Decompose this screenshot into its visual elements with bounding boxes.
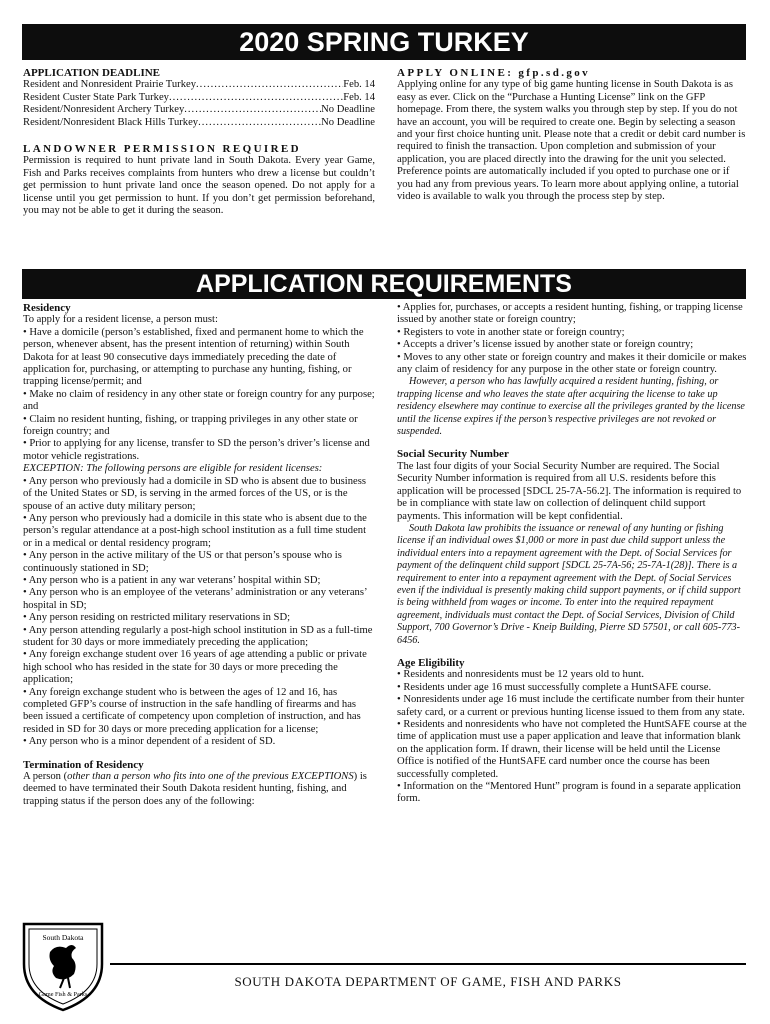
residency-intro: To apply for a resident license, a person must: xyxy=(23,314,218,326)
termination-item: • Moves to any other state or foreign country and makes it their domicile or makes any claim of residency for any purpose in the other state or foreign country. xyxy=(397,351,747,376)
deadline-row xyxy=(23,104,375,116)
sdgfp-shield-logo-icon xyxy=(20,918,106,1014)
deadline-row xyxy=(23,79,375,91)
footer-agency-name: SOUTH DAKOTA DEPARTMENT OF GAME, FISH AND PARKS xyxy=(234,974,622,989)
age-heading: Age Eligibility xyxy=(397,656,465,669)
ssn-text: The last four digits of your Social Security Number are required. The Social Security Number information is required from all U.S. residents before this application will be processed [SDCL 25-7A-56.2]. The information is required to be in compliance with state law on collection of delinquent child support payments. This information will be kept confidential. xyxy=(397,460,742,522)
deadline-label: Resident/Nonresident Black Hills Turkey xyxy=(23,116,199,128)
residency-item: • Make no claim of residency in any other state or foreign country for any purpose; and xyxy=(23,388,375,413)
page-title-banner: 2020 SPRING TURKEY xyxy=(22,24,746,60)
requirements-banner: APPLICATION REQUIREMENTS xyxy=(22,269,746,299)
lower-right-column xyxy=(397,302,747,806)
exception-item: • Any foreign exchange student who is between the ages of 12 and 16, has completed GFP’s course of instruction in the safe handling of firearms and has been issued a certificate of competency upon completion of instruction, and has resided in SD for 30 days or more preceding application for a license; xyxy=(23,686,361,735)
apply-online-text: Applying online for any type of big game hunting license in South Dakota is as easy as ever. Click on the “Purchase a Hunting License” link on the GFP homepage. From there, the system walks you through step by step. If you do not have an account, you will be required to create one. Begin by selecting a season and your first choice hunting unit. Please note that a credit or debit card number is required to finish the transaction. Upon completion and submission of your application, you are placed directly into the drawing for the unit you selected. Preference points are automatically included if you opted to purchase one or if you had any from previous years. To learn more about applying online, a tutorial video is available to walk you through the process step by step. xyxy=(397,79,746,203)
leader-dots xyxy=(184,104,321,116)
deadline-row xyxy=(23,117,375,129)
residency-item: • Prior to applying for any license, transfer to SD the person’s driver’s license and motor vehicle registrations. xyxy=(23,438,370,462)
termination-text xyxy=(23,771,375,808)
leader-dots xyxy=(196,79,343,91)
ssn-heading: Social Security Number xyxy=(397,448,509,461)
deadline-label: Resident and Nonresident Prairie Turkey xyxy=(23,79,197,91)
deadline-label: Resident/Nonresident Archery Turkey xyxy=(23,104,185,116)
exception-item: • Any person who is a patient in any war veterans’ hospital within SD; xyxy=(23,574,321,586)
residency-item: • Claim no resident hunting, fishing, or trapping privileges in any other state or foreign country; and xyxy=(23,413,358,438)
age-item: • Residents and nonresidents must be 12 years old to hunt. xyxy=(397,669,645,681)
apply-online-section xyxy=(397,67,747,203)
logo-text-bottom: Game Fish & Parks xyxy=(38,991,88,998)
age-item: • Nonresidents under age 16 must include the certificate number from their hunter safety card, or a current or previous hunting license issued to them from any state. xyxy=(397,694,745,718)
leader-dots xyxy=(169,92,343,104)
exception-item: • Any person attending regularly a post-high school institution in SD as a full-time student for 30 days or more immediately preceding the application; xyxy=(23,624,373,648)
termination-item: • Accepts a driver’s license issued by another state or foreign country; xyxy=(397,339,694,351)
footer-rule xyxy=(110,963,746,965)
age-item: • Residents and nonresidents who have not completed the HuntSAFE course at the time of application must use a paper application and leave that information blank on the application form. If drawn, their license will be held until the License Office is notified of the HuntSAFE card number once the course has been successfully completed. xyxy=(397,719,747,780)
exception-heading: EXCEPTION: The following persons are eligible for resident licenses: xyxy=(23,463,323,475)
termination-item: • Registers to vote in another state or foreign country; xyxy=(397,326,625,338)
exception-item: • Any person who previously had a domicile in SD who is absent due to business of the United States or SD, is serving in the armed forces of the US, or is the spouse of an active duty military person; xyxy=(23,475,366,512)
exception-item: • Any person residing on restricted military reservations in SD; xyxy=(23,612,291,624)
landowner-section xyxy=(23,143,375,217)
residency-heading: Residency xyxy=(23,302,71,314)
age-item: • Residents under age 16 must successfully complete a HuntSAFE course. xyxy=(397,681,712,693)
apply-online-heading: APPLY ONLINE: gfp.sd.gov xyxy=(397,67,591,79)
top-left-column xyxy=(23,67,375,217)
exception-item: • Any person who is a minor dependent of a resident of SD. xyxy=(23,736,276,748)
landowner-text: Permission is required to hunt private land in South Dakota. Every year Game, Fish and Parks receives complaints from hunters who drew a license but couldn’t get permission to hunt private land once the season opened. Do not apply for a license until you get permission to hunt. If you don’t get permission beforehand, you may not be able to get it during the season. xyxy=(23,155,375,217)
exception-item: • Any person in the active military of the US or that person’s spouse who is continuously stationed in SD; xyxy=(23,550,342,574)
deadline-value: No Deadline xyxy=(321,104,375,116)
termination-text-after: ) is deemed to have terminated their South Dakota resident hunting, fishing, and trapping status if the person does any of the following: xyxy=(23,771,367,807)
age-item: • Information on the “Mentored Hunt” program is found in a separate application form. xyxy=(397,781,741,805)
exception-item: • Any foreign exchange student over 16 years of age attending a public or private high school who has resided in the state for 30 days or more preceding the application; xyxy=(23,649,367,686)
exception-item: • Any person who is an employee of the veterans’ administration or any veterans’ hospital in SD; xyxy=(23,587,367,611)
deadline-value: No Deadline xyxy=(321,116,375,128)
exception-item: • Any person who previously had a domicile in this state who is absent due to the person’s regular attendance at a post-high school institution as a full time student or in a medical or dental residency program; xyxy=(23,512,367,549)
residency-item: • Have a domicile (person’s established, fixed and permanent home to which the person, whenever absent, has the present intention of returning) within South Dakota for at least 90 consecutive days immediately preceding the date of application for, purchasing, or attempting to purchase any hunting, fishing, or trapping license/permit; and xyxy=(23,326,364,388)
termination-heading: Termination of Residency xyxy=(23,758,144,771)
deadline-row xyxy=(23,92,375,104)
deadline-label: Resident Custer State Park Turkey xyxy=(23,91,169,103)
termination-text-before: A person ( xyxy=(23,771,68,783)
ssn-note: South Dakota law prohibits the issuance or renewal of any hunting or fishing license if an individual owes $1,000 or more in past due child support unless the individual enters into a repayment agreement with the Dept. of Social Services for payment of the delinquent child support [SDCL 25-7A-56; 25-7A-1(28)]. There is a requirement to enter into a repayment agreement with the Dept. of Social Services even if the individual is presently making child support payments, or if child support is being withheld from wages or income. To enter into the required repayment agreement, individuals must contact the Dept. of Social Services, Division of Child Support, 700 Governor’s Drive - Kneip Building, Pierre SD 57501, or call 605-773-6456. xyxy=(397,522,741,646)
deadline-section xyxy=(23,67,375,129)
deadline-value: Feb. 14 xyxy=(343,91,375,103)
termination-text-italic: other than a person who fits into one of the previous EXCEPTIONS xyxy=(67,771,354,783)
leader-dots xyxy=(198,117,321,129)
logo-text-top: South Dakota xyxy=(42,933,84,942)
landowner-heading: LANDOWNER PERMISSION REQUIRED xyxy=(23,143,302,156)
deadline-heading: APPLICATION DEADLINE xyxy=(23,67,161,79)
deadline-value: Feb. 14 xyxy=(343,79,375,91)
lower-left-column xyxy=(23,302,375,808)
termination-note: However, a person who has lawfully acquired a resident hunting, fishing, or trapping license and who leaves the state after acquiring the license to take up residency elsewhere may continue to exercise all the privileges granted by the license until the license expires if the person’s respective privileges are not revoked or suspended. xyxy=(397,376,745,438)
termination-item: • Applies for, purchases, or accepts a resident hunting, fishing, or trapping license issued by another state or foreign country; xyxy=(397,302,743,326)
